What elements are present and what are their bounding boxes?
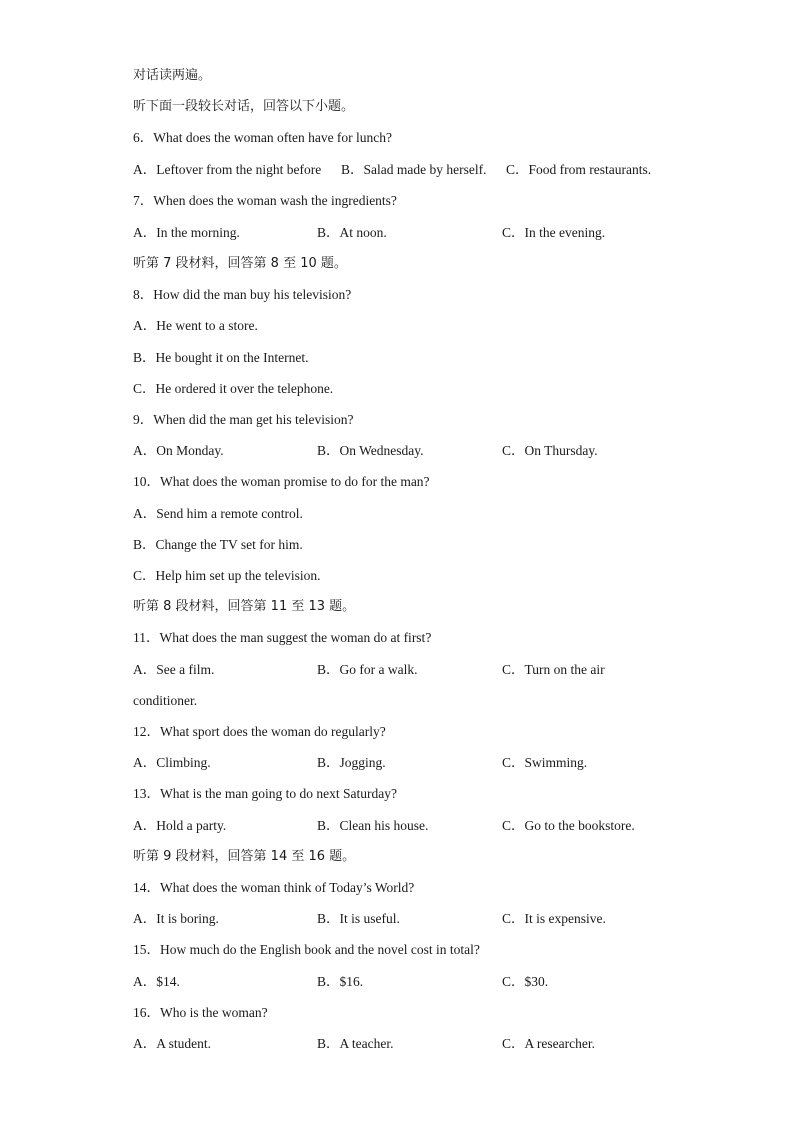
q9-option-a: A．On Monday. xyxy=(133,443,224,458)
question-11: 11．What does the man suggest the woman do at first? xyxy=(133,630,432,645)
question-10: 10．What does the woman promise to do for the man? xyxy=(133,474,430,489)
section-8-heading: 听第 8 段材料，回答第 11 至 13 题。 xyxy=(133,599,356,614)
question-12: 12．What sport does the woman do regularly? xyxy=(133,724,386,739)
q13-option-b: B．Clean his house. xyxy=(317,818,429,833)
question-13: 13．What is the man going to do next Saturday? xyxy=(133,786,397,801)
q11-option-c-continuation: conditioner. xyxy=(133,693,198,708)
question-8: 8．How did the man buy his television? xyxy=(133,287,352,302)
q9-option-c: C．On Thursday. xyxy=(502,443,598,458)
q16-option-a: A．A student. xyxy=(133,1036,212,1051)
intro-line-1: 对话读两遍。 xyxy=(133,68,212,83)
q11-option-a: A．See a film. xyxy=(133,662,215,677)
question-9: 9．When did the man get his television? xyxy=(133,412,354,427)
q14-option-a: A．It is boring. xyxy=(133,911,219,926)
q12-option-b: B．Jogging. xyxy=(317,755,386,770)
section-7-heading: 听第 7 段材料，回答第 8 至 10 题。 xyxy=(133,256,347,271)
question-15: 15．How much do the English book and the novel cost in total? xyxy=(133,942,480,957)
q6-option-c: C．Food from restaurants. xyxy=(506,162,652,177)
q6-option-b: B．Salad made by herself. xyxy=(341,162,487,177)
q10-option-a: A．Send him a remote control. xyxy=(133,506,303,521)
intro-line-2: 听下面一段较长对话，回答以下小题。 xyxy=(133,99,355,114)
question-14: 14．What does the woman think of Today’s World? xyxy=(133,880,415,895)
q14-option-c: C．It is expensive. xyxy=(502,911,606,926)
q16-option-b: B．A teacher. xyxy=(317,1036,394,1051)
q8-option-a: A．He went to a store. xyxy=(133,318,258,333)
q9-option-b: B．On Wednesday. xyxy=(317,443,424,458)
q12-option-c: C．Swimming. xyxy=(502,755,588,770)
q13-option-a: A．Hold a party. xyxy=(133,818,227,833)
q10-option-c: C．Help him set up the television. xyxy=(133,568,321,583)
q13-option-c: C．Go to the bookstore. xyxy=(502,818,635,833)
question-6: 6．What does the woman often have for lunch? xyxy=(133,130,393,145)
q16-option-c: C．A researcher. xyxy=(502,1036,595,1051)
q8-option-c: C．He ordered it over the telephone. xyxy=(133,381,334,396)
q15-option-b: B．$16. xyxy=(317,974,364,989)
q11-option-c: C．Turn on the air xyxy=(502,662,605,677)
q8-option-b: B．He bought it on the Internet. xyxy=(133,350,309,365)
q6-option-a: A．Leftover from the night before xyxy=(133,162,322,177)
q7-option-b: B．At noon. xyxy=(317,225,387,240)
section-9-heading: 听第 9 段材料，回答第 14 至 16 题。 xyxy=(133,849,356,864)
q14-option-b: B．It is useful. xyxy=(317,911,400,926)
q15-option-a: A．$14. xyxy=(133,974,180,989)
question-7: 7．When does the woman wash the ingredients? xyxy=(133,193,397,208)
q15-option-c: C．$30. xyxy=(502,974,549,989)
q7-option-c: C．In the evening. xyxy=(502,225,606,240)
q12-option-a: A．Climbing. xyxy=(133,755,211,770)
question-16: 16．Who is the woman? xyxy=(133,1005,268,1020)
q7-option-a: A．In the morning. xyxy=(133,225,240,240)
q11-option-b: B．Go for a walk. xyxy=(317,662,418,677)
q10-option-b: B．Change the TV set for him. xyxy=(133,537,303,552)
